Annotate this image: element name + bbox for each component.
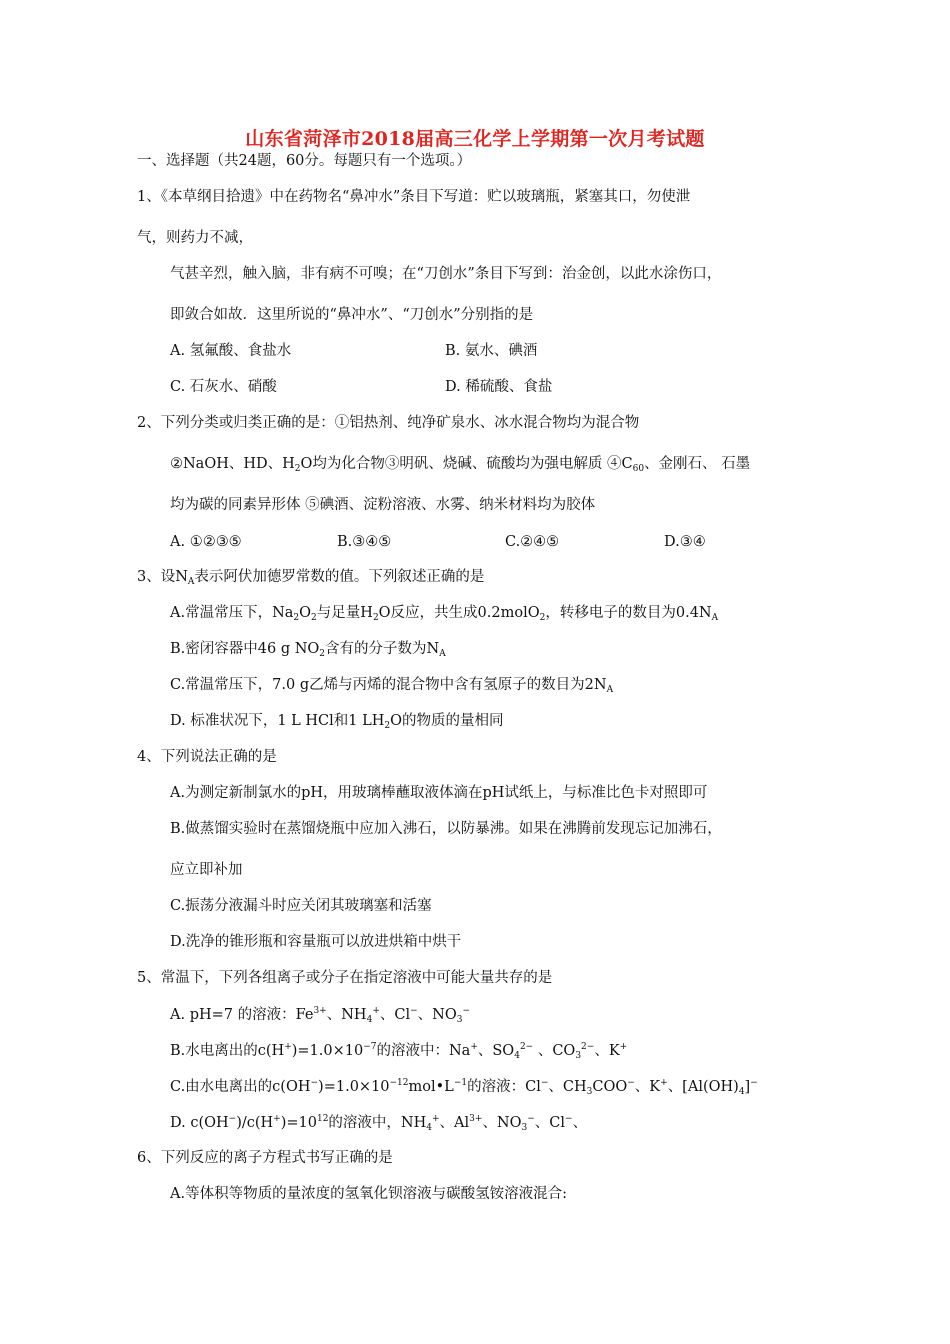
page-title: 山东省菏泽市2018届高三化学上学期第一次月考试题 xyxy=(245,128,705,150)
q2-stem-line2: ②NaOH、HD、$H_2O$均为化合物③明矾、烧碱、硫酸均为强电解质 $④C_{60}$、金刚石、 石墨 xyxy=(170,456,751,474)
q5-stem: 5、常温下，下列各组离子或分子在指定溶液中可能大量共存的是 xyxy=(137,970,553,986)
q3-option-c: C.常温常压下，7.0 g乙烯与丙烯的混合物中含有氢原子的数目为$2N_A$ xyxy=(170,677,614,695)
q1-stem-line3: 气甚辛烈，触入脑，非有病不可嗅；在“刀创水”条目下写到：治金创，以此水涂伤口， xyxy=(170,266,722,282)
q4-option-a: A.为测定新制氯水的pH，用玻璃棒蘸取液体滴在pH试纸上，与标准比色卡对照即可 xyxy=(170,785,708,801)
q1-stem-line1: 1、《本草纲目拾遗》中在药物名“鼻冲水”条目下写道：贮以玻璃瓶，紧塞其口，勿使泄 xyxy=(137,189,691,205)
q1-option-b: B. 氨水、碘酒 xyxy=(445,343,538,359)
q4-option-d: D.洗净的锥形瓶和容量瓶可以放进烘箱中烘干 xyxy=(170,934,462,950)
q1-option-d: D. 稀硫酸、食盐 xyxy=(445,379,553,395)
q4-option-c: C.振荡分液漏斗时应关闭其玻璃塞和活塞 xyxy=(170,898,432,914)
q1-option-a: A. 氢氟酸、食盐水 xyxy=(170,343,292,359)
q4-option-b-line2: 应立即补加 xyxy=(170,862,243,878)
q4-option-b-line1: B.做蒸馏实验时在蒸馏烧瓶中应加入沸石，以防暴沸。如果在沸腾前发现忘记加沸石， xyxy=(170,821,722,837)
q3-option-d: D. 标准状况下，1 L HCl和1 $LH_2O$的物质的量相同 xyxy=(170,713,504,731)
q4-stem: 4、下列说法正确的是 xyxy=(137,749,277,765)
q6-stem: 6、下列反应的离子方程式书写正确的是 xyxy=(137,1150,393,1166)
q1-stem-line4: 即敛合如故．这里所说的“鼻冲水”、“刀创水”分别指的是 xyxy=(170,307,534,323)
q1-option-c: C. 石灰水、硝酸 xyxy=(170,379,277,395)
q5-option-b: B.水电离出的$c(H^+)=1.0\times 10^{-7}$的溶液中：Na+、$SO_4^{2-}$ 、$CO_3^{2-}$、K+ xyxy=(170,1042,628,1061)
q1-stem-line2: 气，则药力不减， xyxy=(137,230,253,246)
q3-option-b: B.密闭容器中46 g $NO_2$含有的分子数为$N_A$ xyxy=(170,641,446,659)
q5-option-d: D. $c(OH^-)/c(H^+)=10^{12}$的溶液中，$NH_4^+$、$Al^{3+}$、$NO_3^-$、Cl−、 xyxy=(170,1114,588,1133)
q2-option-d: D.③④ xyxy=(664,534,706,550)
q2-option-a: A. ①②③⑤ xyxy=(170,534,242,550)
q2-stem-line3: 均为碳的同素异形体 ⑤碘酒、淀粉溶液、水雾、纳米材料均为胶体 xyxy=(170,497,596,513)
q5-option-a: A. pH=7 的溶液：$Fe^{3+}$、$NH_4^+$、Cl−、$NO_3^-$ xyxy=(170,1006,470,1025)
q2-stem-line1: 2、下列分类或归类正确的是：①铝热剂、纯净矿泉水、冰水混合物均为混合物 xyxy=(137,415,640,431)
section-heading: 一、选择题（共24题，60分。每题只有一个选项。） xyxy=(137,153,472,169)
q3-option-a: A.常温常压下，$Na_2O_2$与足量$H_2O$反应，共生成0.2molO$_2$，转移电子的数目为$0.4N_A$ xyxy=(170,605,719,623)
q6-option-a: A.等体积等物质的量浓度的氢氧化钡溶液与碳酸氢铵溶液混合: xyxy=(170,1186,567,1202)
q3-stem: 3、设$N_A$表示阿伏加德罗常数的值。下列叙述正确的是 xyxy=(137,569,485,587)
q2-option-b: B.③④⑤ xyxy=(337,534,392,550)
q2-option-c: C.②④⑤ xyxy=(505,534,560,550)
q5-option-c: C.由水电离出的$c(OH^-)=1.0\times 10^{-12}mol•L^{-1}$的溶液：Cl−、$CH_3COO^-$、K+、$[Al(OH)_4]^-$ xyxy=(170,1078,758,1097)
